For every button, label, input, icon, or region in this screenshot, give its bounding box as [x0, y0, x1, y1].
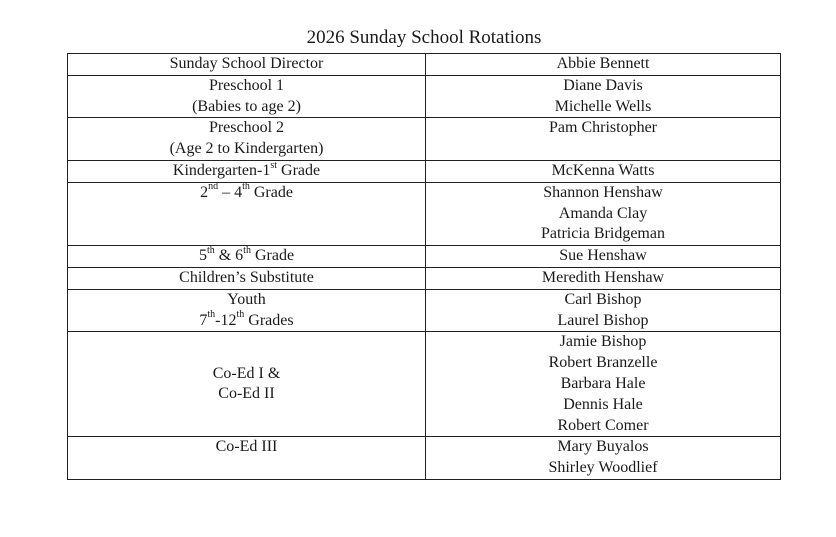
role-text: Grade	[277, 161, 321, 179]
person-name: Patricia Bridgeman	[541, 225, 665, 243]
person-name: Barbara Hale	[560, 374, 646, 392]
role-cell	[68, 182, 426, 245]
people-cell	[426, 246, 781, 268]
role-cell	[68, 54, 426, 76]
table-row	[68, 182, 781, 245]
role-cell	[68, 246, 426, 268]
table-row	[68, 118, 781, 161]
role-label: Co-Ed I &	[212, 364, 281, 382]
table-row	[68, 54, 781, 76]
people-cell	[426, 75, 781, 118]
person-name: McKenna Watts	[551, 161, 655, 179]
people-cell	[426, 267, 781, 289]
role-text: Grade	[250, 247, 295, 265]
role-cell	[68, 118, 426, 161]
person-name: Diane Davis	[563, 76, 643, 94]
table-row	[68, 332, 781, 437]
role-text: & 6	[214, 247, 244, 265]
ordinal-suffix: th	[243, 244, 251, 256]
role-cell	[68, 437, 426, 480]
people-cell	[426, 118, 781, 161]
people-cell	[426, 437, 781, 480]
role-text: Grade	[249, 183, 293, 201]
ordinal-suffix: nd	[208, 181, 219, 193]
role-cell	[68, 160, 426, 182]
person-name: Mary Buyalos	[557, 438, 649, 456]
role-cell	[68, 267, 426, 289]
role-text: -12	[215, 311, 237, 329]
role-label: Youth	[227, 290, 266, 308]
role-cell	[68, 75, 426, 118]
ordinal-suffix: th	[242, 181, 250, 193]
role-label	[68, 246, 425, 267]
table-row	[68, 246, 781, 268]
role-text: Grades	[244, 311, 294, 329]
role-label: Co-Ed III	[215, 438, 278, 456]
table-row	[68, 160, 781, 182]
person-name: Dennis Hale	[563, 395, 643, 413]
role-text: – 4	[218, 183, 243, 201]
role-cell	[68, 332, 426, 437]
role-label: Preschool 2	[208, 119, 285, 137]
people-cell	[426, 182, 781, 245]
person-name: Shirley Woodlief	[548, 459, 658, 477]
ordinal-suffix: st	[270, 159, 278, 171]
person-name: Sue Henshaw	[559, 247, 647, 265]
role-text: 5	[198, 247, 207, 265]
person-name: Meredith Henshaw	[541, 268, 665, 286]
people-cell	[426, 332, 781, 437]
role-label	[68, 183, 425, 204]
table-row	[68, 75, 781, 118]
ordinal-suffix: th	[206, 244, 215, 256]
role-label	[68, 161, 425, 182]
role-label: Co-Ed II	[218, 385, 275, 403]
page-title: 2026 Sunday School Rotations	[306, 27, 542, 48]
ordinal-suffix: th	[236, 309, 245, 321]
role-sublabel: (Babies to age 2)	[192, 97, 301, 115]
person-name: Shannon Henshaw	[543, 183, 663, 201]
table-row	[68, 267, 781, 289]
table-row	[68, 437, 781, 480]
role-sublabel	[68, 311, 425, 332]
role-text: 7	[199, 311, 208, 329]
person-name: Abbie Bennett	[556, 55, 650, 72]
role-sublabel: (Age 2 to Kindergarten)	[169, 140, 324, 158]
table-row	[68, 289, 781, 332]
person-name: Carl Bishop	[564, 290, 642, 308]
person-name: Robert Comer	[557, 416, 649, 434]
role-label: Sunday School Director	[169, 55, 324, 72]
people-cell	[426, 289, 781, 332]
role-label: Preschool 1	[208, 76, 285, 94]
person-name: Amanda Clay	[558, 204, 648, 222]
people-cell	[426, 160, 781, 182]
role-label: Children’s Substitute	[179, 268, 314, 286]
person-name: Pam Christopher	[549, 119, 657, 137]
rotation-table	[67, 53, 781, 480]
role-text: Kindergarten-1	[172, 161, 271, 179]
person-name: Jamie Bishop	[559, 333, 647, 351]
person-name: Laurel Bishop	[557, 311, 649, 329]
role-cell	[68, 289, 426, 332]
people-cell	[426, 54, 781, 76]
person-name: Michelle Wells	[554, 97, 652, 115]
role-text: 2	[200, 183, 209, 201]
ordinal-suffix: th	[207, 309, 216, 321]
person-name: Robert Branzelle	[548, 354, 658, 372]
